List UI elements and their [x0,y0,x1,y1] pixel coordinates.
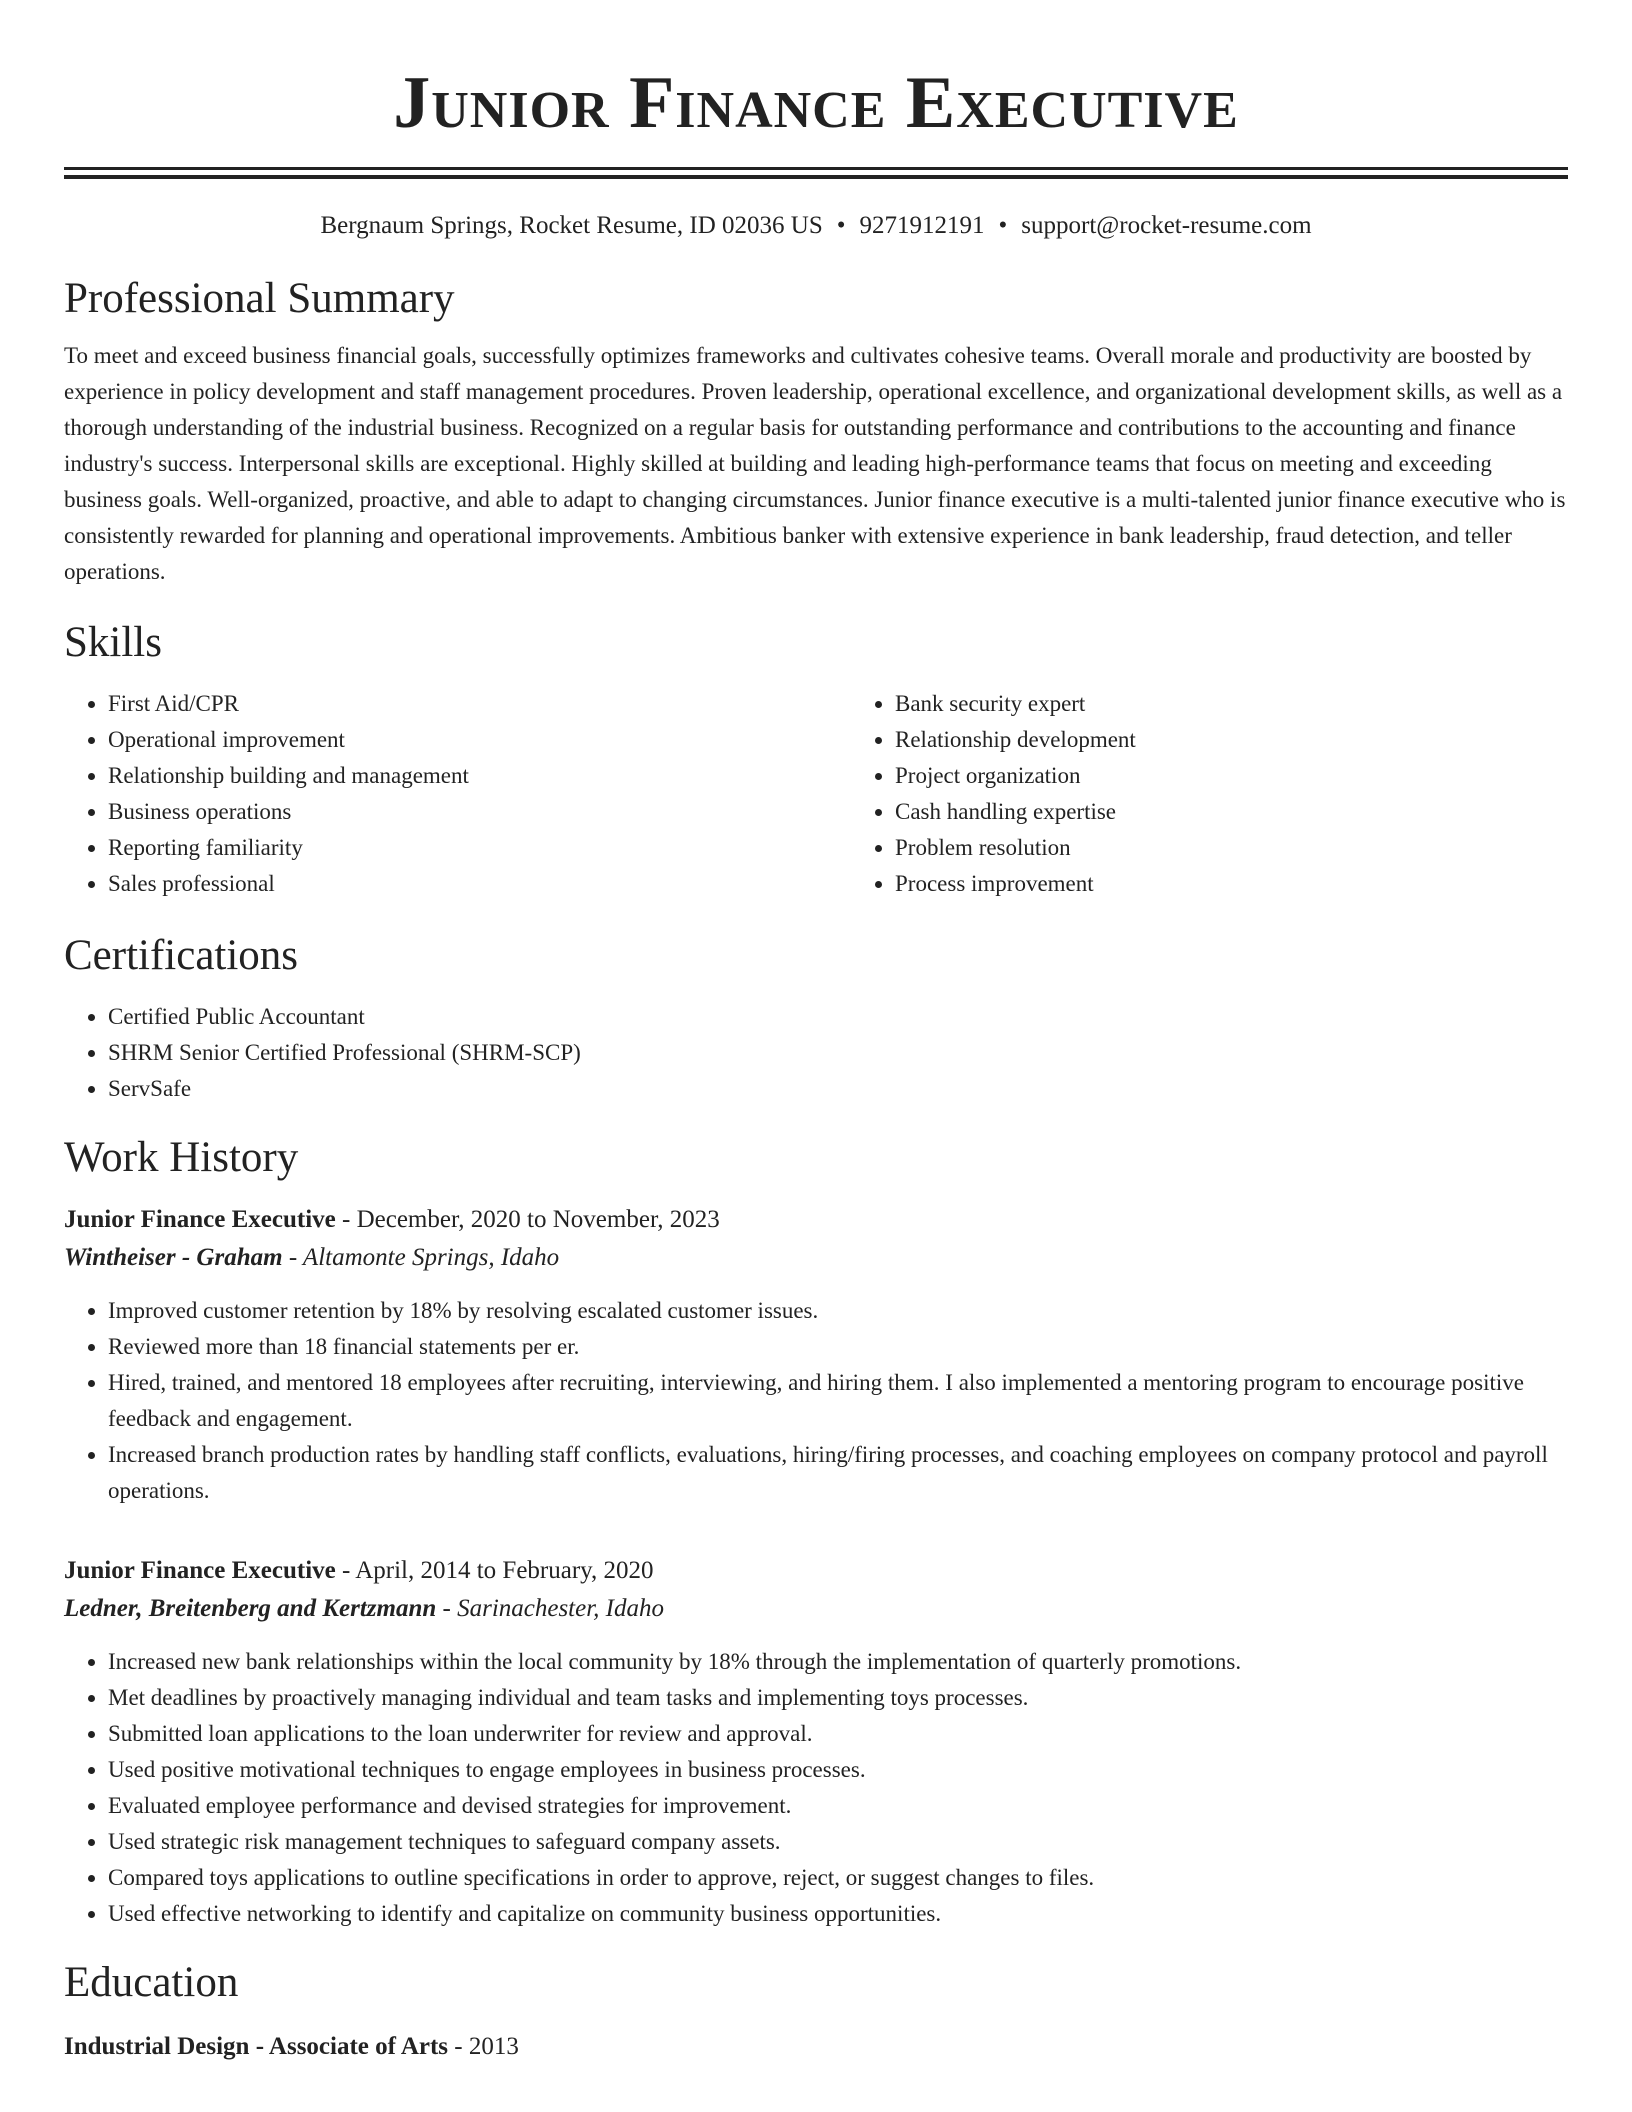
skill-item: • Sales professional [108,866,851,902]
job-bullet: • Used strategic risk management techniques to safeguard company assets. [108,1824,1568,1860]
certifications-list [64,999,1568,1107]
resume-title: Junior Finance Executive [393,62,1239,144]
contact-phone: 9271912191 [859,212,985,239]
employer-name: Ledner, Breitenberg and Kertzmann [64,1595,437,1622]
skill-item: • Relationship building and management [108,758,851,794]
skill-item: • Project organization [895,758,1568,794]
title-rule-top [64,167,1568,170]
certification-item: • ServSafe [108,1071,1568,1107]
skill-item: • Problem resolution [895,830,1568,866]
job-bullet: • Increased branch production rates by handling staff conflicts, evaluations, hiring/firing processes, and coaching employees on company protocol and payroll operations. [108,1437,1568,1509]
work-history-heading: Work History [64,1134,299,1181]
certification-item: • SHRM Senior Certified Professional (SHRM-SCP) [108,1035,1568,1071]
skill-item: • Relationship development [895,722,1568,758]
skills-list-right [851,686,1568,902]
skill-item: • Operational improvement [108,722,851,758]
employer-name: Wintheiser - Graham [64,1244,283,1271]
job-title: Junior Finance Executive [64,1206,336,1233]
summary-heading: Professional Summary [64,275,455,322]
skills-heading: Skills [64,619,162,666]
title-rule-bottom [64,175,1568,179]
skill-item: • Reporting familiarity [108,830,851,866]
contact-address: Bergnaum Springs, Rocket Resume, ID 02036 US [320,212,823,239]
job-bullet: • Improved customer retention by 18% by resolving escalated customer issues. [108,1293,1568,1329]
contact-email: support@rocket-resume.com [1021,212,1312,239]
job-bullet: • Met deadlines by proactively managing individual and team tasks and implementing toys processes. [108,1680,1568,1716]
employer-line [64,1239,1568,1277]
contact-line [64,210,1568,242]
job-dates: - April, 2014 to February, 2020 [335,1557,654,1584]
education-year: - 2013 [448,2033,519,2060]
skill-item: • Cash handling expertise [895,794,1568,830]
skill-item: • First Aid/CPR [108,686,851,722]
job-bullet: • Evaluated employee performance and devised strategies for improvement. [108,1788,1568,1824]
summary-text: To meet and exceed business financial goals, successfully optimizes frameworks and cultivates cohesive teams. Overall morale and productivity are boosted by experience in policy development and staff management procedures. Proven leadership, operational excellence, and organizational development skills, as well as a thorough understanding of the industrial business. Recognized on a regular basis for outstanding performance and contributions to the accounting and finance industry's success. Interpersonal skills are exceptional. Highly skilled at building and leading high-performance teams that focus on meeting and exceeding business goals. Well-organized, proactive, and able to adapt to changing circumstances. Junior finance executive is a multi-talented junior finance executive who is consistently rewarded for planning and operational improvements. Ambitious banker with extensive experience in bank leadership, fraud detection, and teller operations. [64,343,1566,584]
job-bullet: • Hired, trained, and mentored 18 employees after recruiting, interviewing, and hiring them. I also implemented a mentoring program to encourage positive feedback and engagement. [108,1365,1568,1437]
job-bullet: • Submitted loan applications to the loan underwriter for review and approval. [108,1716,1568,1752]
education-entry [64,2028,1568,2066]
job-title: Junior Finance Executive [64,1557,336,1584]
contact-separator: • [998,212,1008,239]
skill-item: • Process improvement [895,866,1568,902]
education-degree: Industrial Design - Associate of Arts [64,2033,449,2060]
skills-columns [64,686,1568,902]
employer-line [64,1590,1568,1628]
education-heading: Education [64,1959,239,2006]
job-title-line [64,1201,1568,1239]
contact-separator: • [836,212,846,239]
skill-item: • Bank security expert [895,686,1568,722]
employer-location: - Altamonte Springs, Idaho [282,1244,560,1271]
job-bullet: • Used effective networking to identify and capitalize on community business opportunities. [108,1896,1568,1932]
skill-item: • Business operations [108,794,851,830]
job-bullet: • Increased new bank relationships within the local community by 18% through the implementation of quarterly promotions. [108,1644,1568,1680]
employer-location: - Sarinachester, Idaho [436,1595,665,1622]
job-bullets [64,1293,1568,1509]
job-dates: - December, 2020 to November, 2023 [335,1206,720,1233]
job-bullets [64,1644,1568,1932]
job-bullet: • Compared toys applications to outline specifications in order to approve, reject, or suggest changes to files. [108,1860,1568,1896]
job-bullet: • Used positive motivational techniques to engage employees in business processes. [108,1752,1568,1788]
skills-list-left [64,686,851,902]
job-title-line [64,1552,1568,1590]
certification-item: • Certified Public Accountant [108,999,1568,1035]
job-bullet: • Reviewed more than 18 financial statements per er. [108,1329,1568,1365]
job-entry [64,1201,1568,1509]
certifications-heading: Certifications [64,932,299,979]
job-entry [64,1552,1568,1932]
